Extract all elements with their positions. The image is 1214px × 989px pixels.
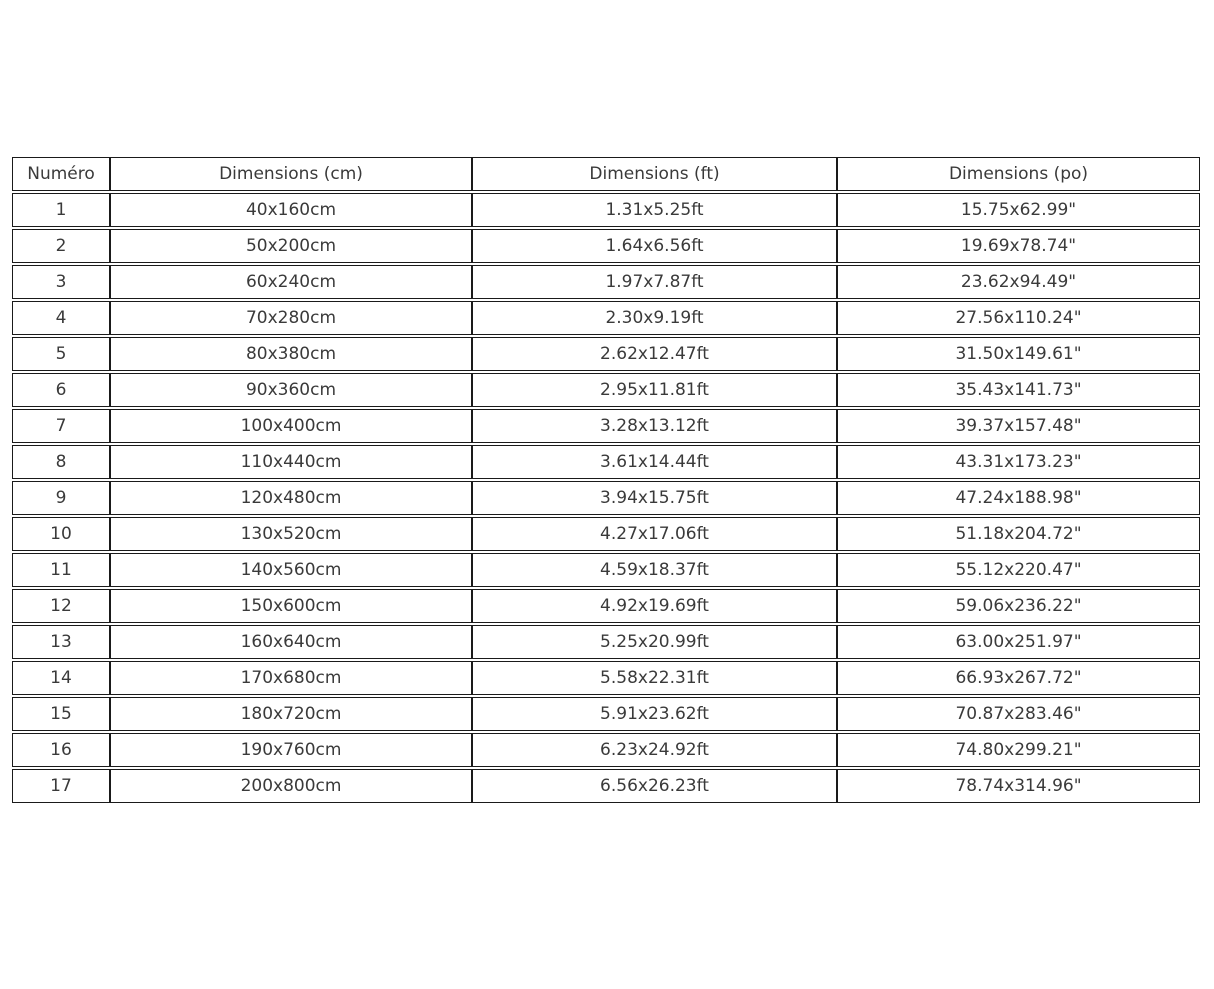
table-cell: 23.62x94.49" [837,265,1200,299]
table-cell: 15 [12,697,110,731]
table-cell: 31.50x149.61" [837,337,1200,371]
table-cell: 27.56x110.24" [837,301,1200,335]
table-cell: 70.87x283.46" [837,697,1200,731]
table-cell: 100x400cm [110,409,472,443]
table-cell: 51.18x204.72" [837,517,1200,551]
table-row [12,625,1200,659]
table-row [12,301,1200,335]
table-cell: 40x160cm [110,193,472,227]
table-row [12,553,1200,587]
table-cell: 63.00x251.97" [837,625,1200,659]
table-row [12,337,1200,371]
column-header-dimensions-cm: Dimensions (cm) [110,157,472,191]
table-cell: 2.30x9.19ft [472,301,837,335]
table-cell: 2 [12,229,110,263]
table-cell: 130x520cm [110,517,472,551]
table-cell: 13 [12,625,110,659]
column-header-dimensions-po: Dimensions (po) [837,157,1200,191]
table-row [12,445,1200,479]
table-cell: 1.31x5.25ft [472,193,837,227]
table-row [12,697,1200,731]
table-cell: 15.75x62.99" [837,193,1200,227]
column-header-numero: Numéro [12,157,110,191]
table-cell: 12 [12,589,110,623]
dimensions-conversion-table [12,155,1200,805]
table-cell: 80x380cm [110,337,472,371]
table-row [12,733,1200,767]
table-cell: 50x200cm [110,229,472,263]
table-cell: 39.37x157.48" [837,409,1200,443]
table-row [12,661,1200,695]
table-cell: 16 [12,733,110,767]
table-cell: 4 [12,301,110,335]
table-row [12,229,1200,263]
table-header-row [12,157,1200,191]
table-body [12,193,1200,803]
table-row [12,589,1200,623]
table-cell: 3 [12,265,110,299]
table-cell: 5.25x20.99ft [472,625,837,659]
table-cell: 5.91x23.62ft [472,697,837,731]
table-cell: 9 [12,481,110,515]
table-cell: 3.28x13.12ft [472,409,837,443]
table-row [12,409,1200,443]
table-cell: 180x720cm [110,697,472,731]
table-cell: 7 [12,409,110,443]
table-cell: 17 [12,769,110,803]
table-cell: 4.27x17.06ft [472,517,837,551]
table-cell: 78.74x314.96" [837,769,1200,803]
table-cell: 2.95x11.81ft [472,373,837,407]
table-cell: 150x600cm [110,589,472,623]
table-cell: 74.80x299.21" [837,733,1200,767]
table-cell: 190x760cm [110,733,472,767]
table-row [12,769,1200,803]
table-cell: 120x480cm [110,481,472,515]
table-cell: 5 [12,337,110,371]
table-cell: 4.59x18.37ft [472,553,837,587]
table-cell: 1 [12,193,110,227]
table-cell: 8 [12,445,110,479]
table-cell: 3.94x15.75ft [472,481,837,515]
table-cell: 60x240cm [110,265,472,299]
table-cell: 70x280cm [110,301,472,335]
table-cell: 55.12x220.47" [837,553,1200,587]
table-cell: 19.69x78.74" [837,229,1200,263]
table-cell: 59.06x236.22" [837,589,1200,623]
table-cell: 5.58x22.31ft [472,661,837,695]
table-cell: 47.24x188.98" [837,481,1200,515]
table-cell: 140x560cm [110,553,472,587]
table-row [12,373,1200,407]
table-cell: 35.43x141.73" [837,373,1200,407]
table-cell: 14 [12,661,110,695]
table-cell: 200x800cm [110,769,472,803]
table-row [12,193,1200,227]
table-cell: 11 [12,553,110,587]
table-cell: 2.62x12.47ft [472,337,837,371]
table-row [12,517,1200,551]
table-row [12,265,1200,299]
table-cell: 160x640cm [110,625,472,659]
table-cell: 6 [12,373,110,407]
table-cell: 110x440cm [110,445,472,479]
table-header [12,157,1200,191]
table-cell: 66.93x267.72" [837,661,1200,695]
table-cell: 4.92x19.69ft [472,589,837,623]
table-cell: 6.56x26.23ft [472,769,837,803]
table-cell: 6.23x24.92ft [472,733,837,767]
table-cell: 170x680cm [110,661,472,695]
column-header-dimensions-ft: Dimensions (ft) [472,157,837,191]
table-cell: 1.97x7.87ft [472,265,837,299]
table-cell: 3.61x14.44ft [472,445,837,479]
table-cell: 90x360cm [110,373,472,407]
table-cell: 1.64x6.56ft [472,229,837,263]
table-row [12,481,1200,515]
table-cell: 43.31x173.23" [837,445,1200,479]
table-cell: 10 [12,517,110,551]
